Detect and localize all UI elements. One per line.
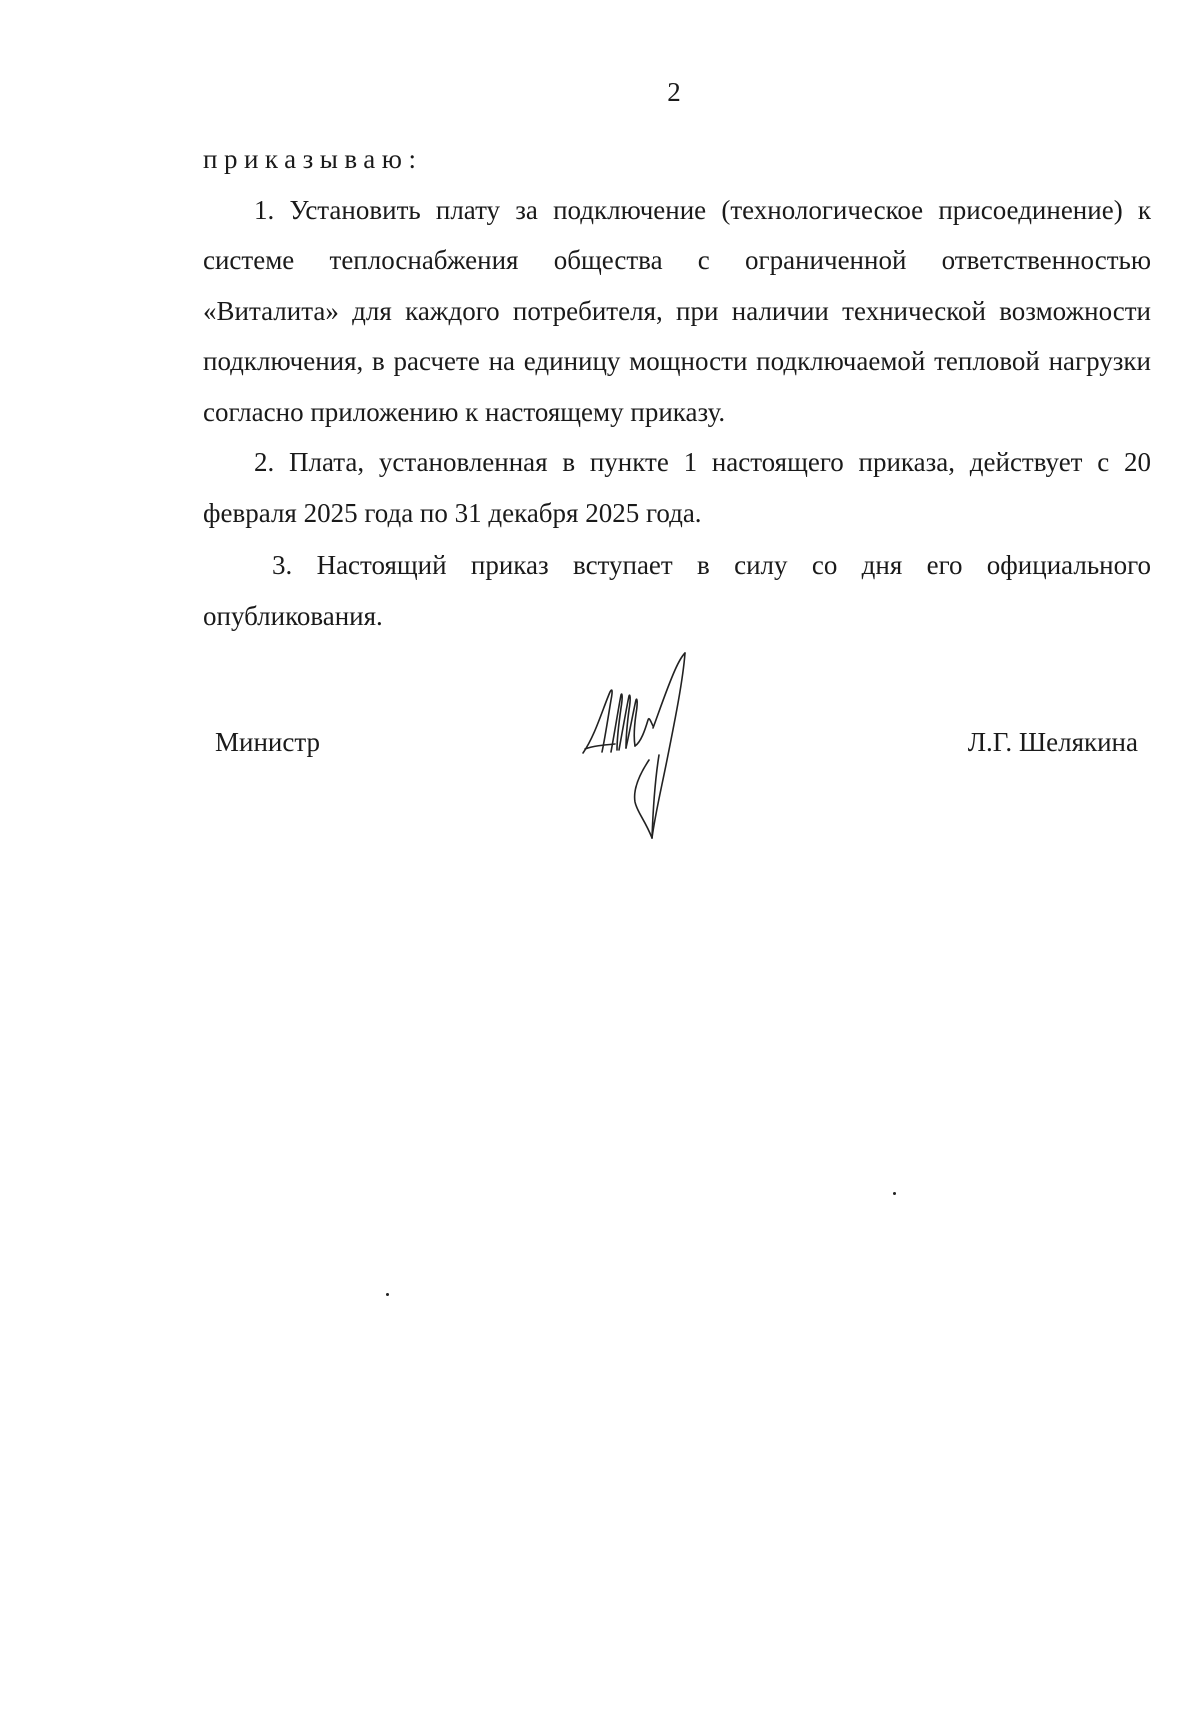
order-item-2: 2. Плата, установленная в пункте 1 настоящего приказа, действует с 20 февраля 2025 года по 31 декабря 2025 года. — [203, 447, 1151, 528]
signatory-position: Министр — [215, 727, 320, 757]
signatory-name: Л.Г. Шелякина — [967, 727, 1138, 757]
order-item-3: 3. Настоящий приказ вступает в силу со дня его официального опубликования. — [203, 550, 1151, 631]
document-body — [203, 134, 1151, 641]
page-number: 2 — [667, 77, 681, 107]
scan-speck — [386, 1293, 389, 1296]
handwritten-signature — [575, 650, 715, 840]
scan-speck — [893, 1192, 896, 1195]
order-item-1: 1. Установить плату за подключение (технологическое присоединение) к системе теплоснабжения общества с ограниченной ответственностью «Виталита» для каждого потребителя, при наличии технической возможности подключения, в расчете на единицу мощности подключаемой тепловой нагрузки согласно приложению к настоящему приказу. — [203, 194, 1151, 427]
order-intro: приказываю: — [203, 144, 423, 174]
